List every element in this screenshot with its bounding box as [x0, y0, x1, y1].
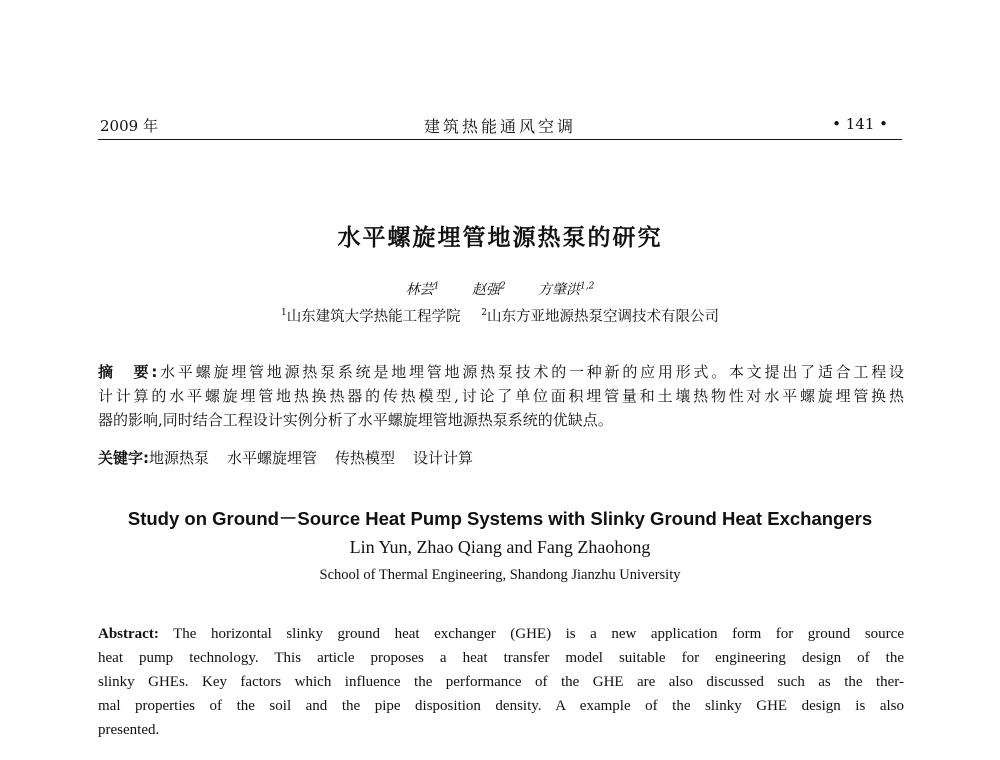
abstract-line: mal properties of the soil and the pipe disposition density. A example of the slinky GHE design is also	[98, 698, 904, 714]
chinese-author	[538, 282, 594, 298]
chinese-authors	[0, 279, 1000, 299]
keyword: 水平螺旋埋管	[227, 449, 318, 467]
keywords-label: 关键字:	[98, 449, 149, 467]
abstract-text: The horizontal slinky ground heat exchanger (GHE) is a new application form for ground source	[173, 626, 904, 642]
running-header	[98, 113, 902, 140]
abstract-line	[98, 360, 904, 384]
chinese-keywords	[98, 447, 491, 468]
affiliation-sup: 1	[280, 308, 287, 319]
affiliation	[481, 309, 719, 325]
abstract-line: 计计算的水平螺旋埋管地热换热器的传热模型,讨论了单位面积埋管量和土壤热物性对水平螺旋埋管换热	[98, 387, 904, 405]
affiliation	[281, 309, 461, 325]
abstract-line: 器的影响,同时结合工程设计实例分析了水平螺旋埋管地源热泵系统的优缺点。	[98, 411, 613, 429]
affiliation-sup: 2	[481, 308, 488, 319]
abstract-line: slinky GHEs. Key factors which influence the performance of the GHE are also discussed such as the ther-	[98, 674, 904, 690]
affiliation-text: 山东建筑大学热能工程学院	[286, 309, 461, 325]
abstract-line: heat pump technology. This article proposes a heat transfer model suitable for engineering design of the	[98, 650, 904, 666]
author-name: 赵强	[471, 282, 500, 298]
english-authors: Lin Yun, Zhao Qiang and Fang Zhaohong	[349, 537, 651, 557]
abstract-label: Abstract:	[98, 626, 159, 642]
chinese-author	[406, 282, 440, 298]
abstract-label: 摘 要:	[98, 363, 158, 381]
author-sup: 1,2	[580, 281, 595, 292]
header-year: 2009 年	[100, 117, 158, 135]
chinese-author	[472, 282, 506, 298]
abstract-line: presented.	[98, 722, 160, 738]
header-page-number: • 141 •	[832, 115, 888, 133]
abstract-text: 水平螺旋埋管地源热泵系统是地埋管地源热泵技术的一种新的应用形式。本文提出了适合工程设	[157, 363, 905, 381]
english-affiliation: School of Thermal Engineering, Shandong Jianzhu University	[319, 567, 681, 583]
affiliation-text: 山东方亚地源热泵空调技术有限公司	[487, 309, 720, 325]
abstract-line	[98, 622, 904, 646]
author-name: 林芸	[405, 282, 434, 298]
header-journal-name: 建筑热能通风空调	[423, 117, 576, 136]
author-sup: 1	[433, 281, 440, 292]
author-sup: 2	[499, 281, 506, 292]
keyword: 设计计算	[413, 449, 474, 467]
keyword: 地源热泵	[149, 449, 210, 467]
english-title: Study on Ground－Source Heat Pump Systems with Slinky Ground Heat Exchangers	[127, 508, 873, 529]
chinese-title: 水平螺旋埋管地源热泵的研究	[337, 225, 663, 251]
author-name: 方肇洪	[538, 282, 581, 298]
chinese-affiliations	[0, 305, 1000, 326]
chinese-abstract	[98, 360, 904, 432]
keyword: 传热模型	[335, 449, 396, 467]
english-abstract	[98, 622, 904, 742]
